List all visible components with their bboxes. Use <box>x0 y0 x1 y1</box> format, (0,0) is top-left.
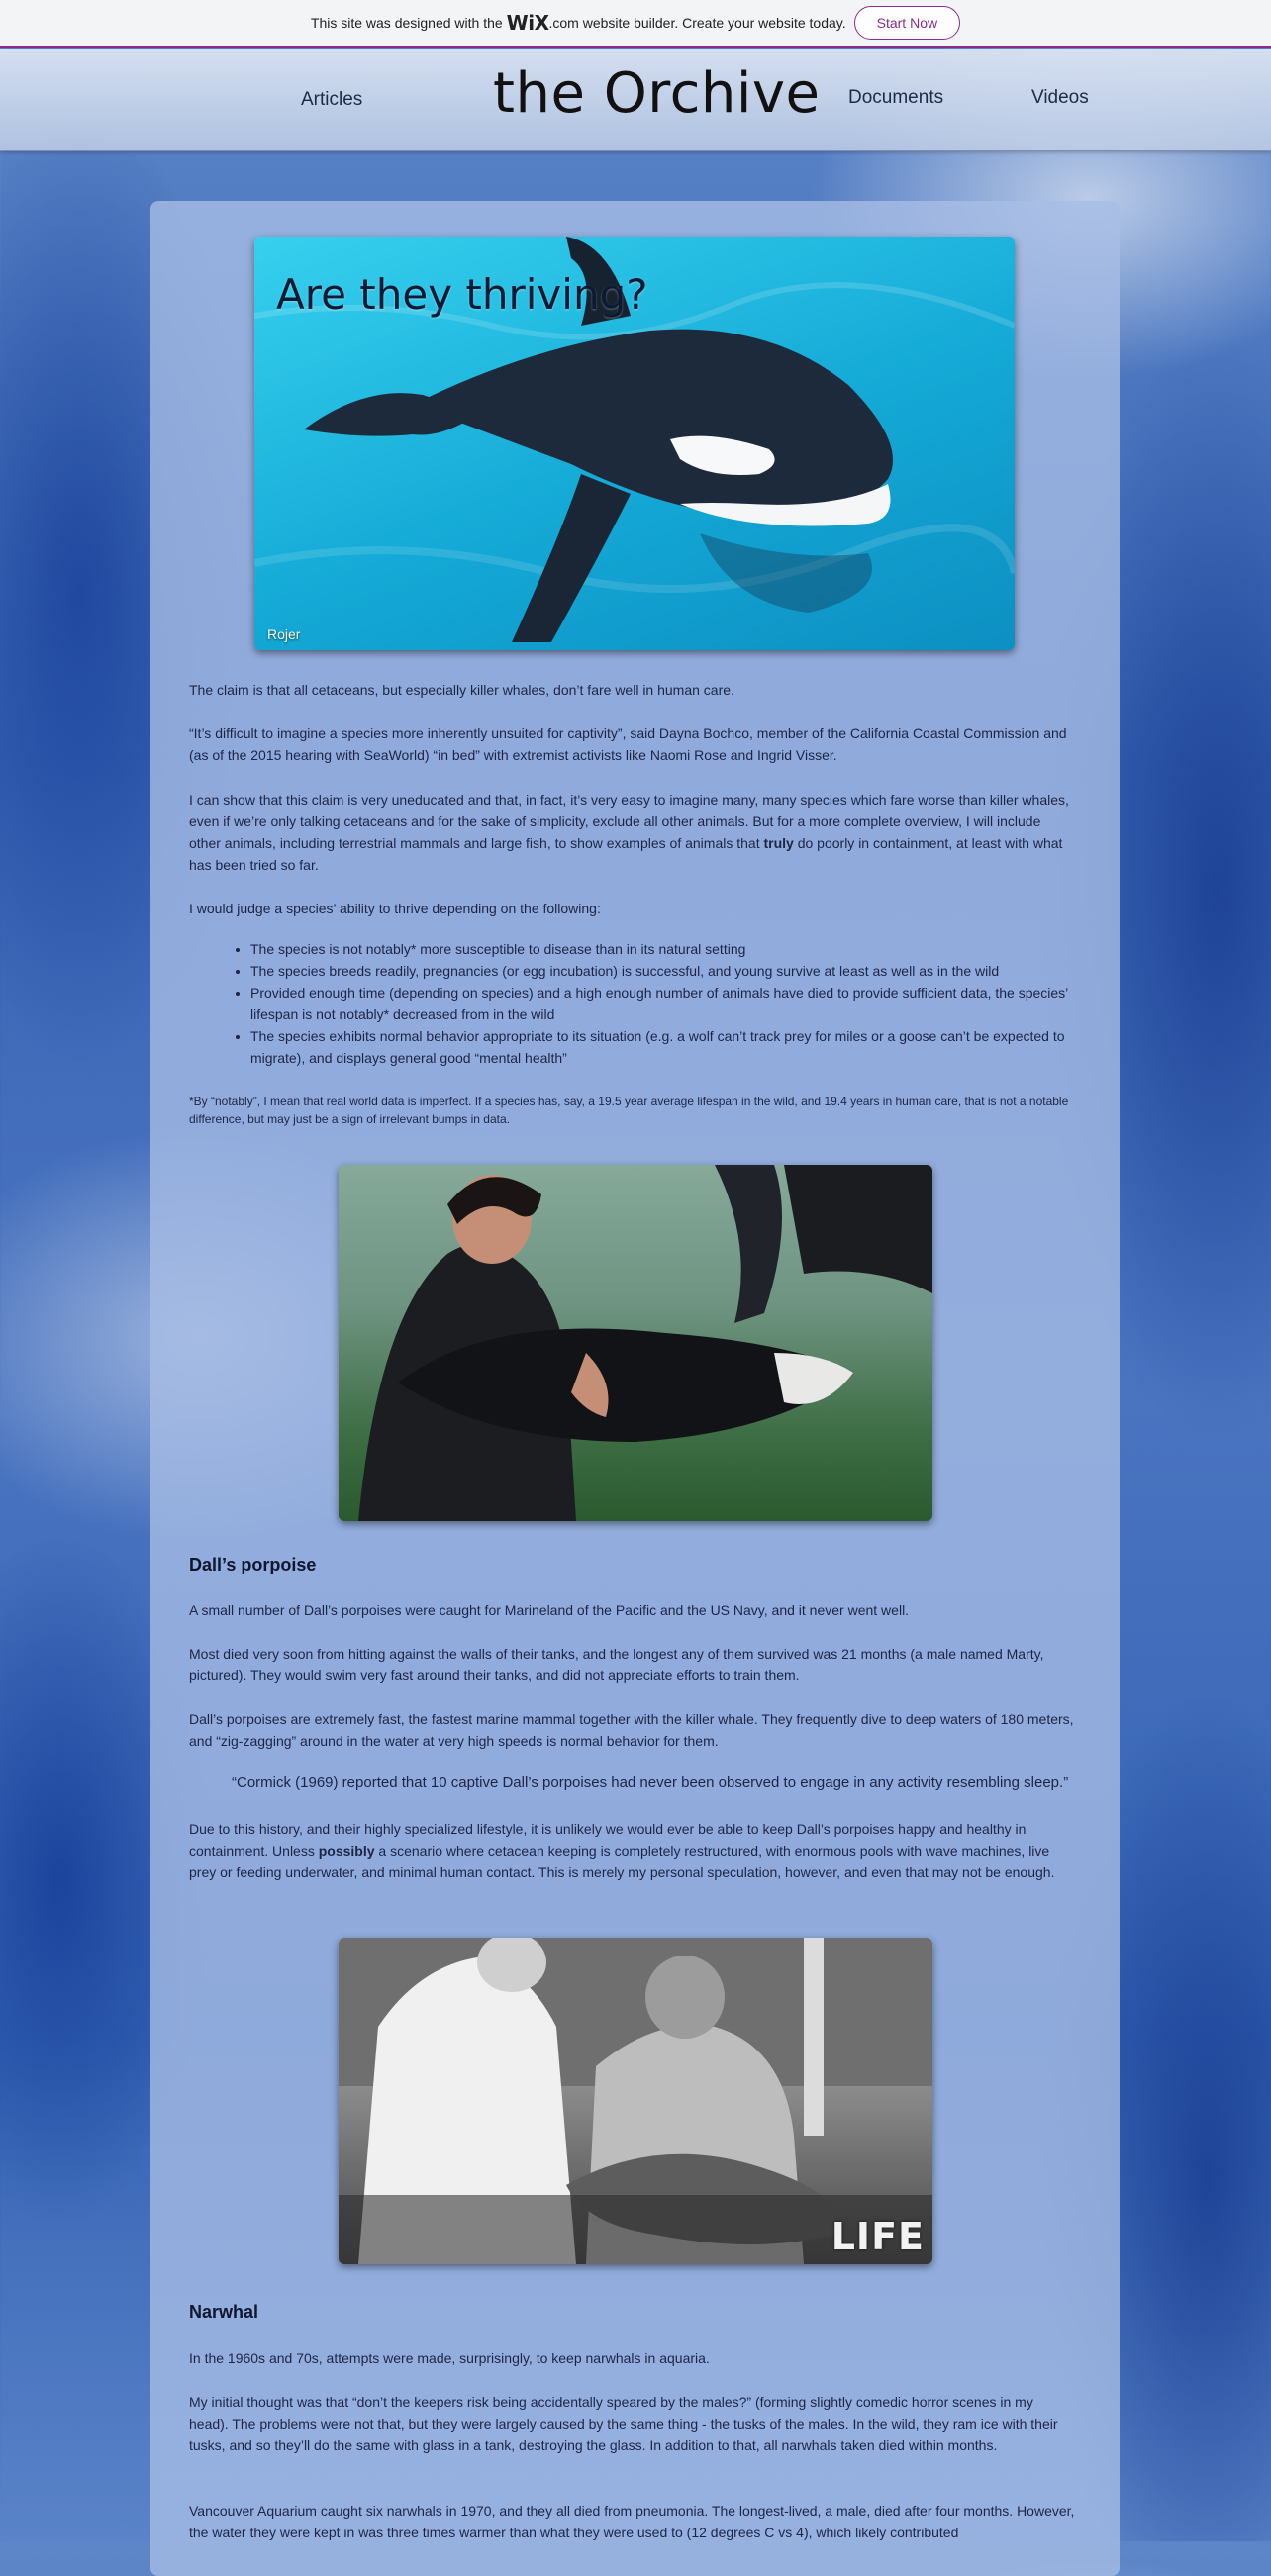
criteria-list <box>219 938 1112 1069</box>
wix-promo-suffix: .com website builder. Create your website today. <box>548 15 846 31</box>
dall-text-3: Dall’s porpoises are extremely fast, the fastest marine mammal together with the killer whale. They frequently dive to deep waters of 180 meters, and “zig-zagging” around in the water at very high speeds is normal behavior for them. <box>189 1711 1074 1749</box>
footnote-text: *By “notably”, I mean that real world data is imperfect. If a species has, say, a 19.5 year average lifespan in the wild, and 19.4 years in human care, that is not a notable difference, but may just be a sign of irrelevant bumps in data. <box>189 1095 1069 1126</box>
dall-paragraph-2 <box>189 1643 1075 1686</box>
wix-promo-prefix: This site was designed with the <box>310 15 503 31</box>
footnote <box>189 1093 1075 1128</box>
hero-title: Are they thriving? <box>276 270 648 319</box>
paragraph-criteria-intro <box>189 898 1075 919</box>
narwhal-heading: Narwhal <box>189 2302 259 2322</box>
dalls-porpoise-heading: Dall’s porpoise <box>189 1555 317 1574</box>
dall-text-2: Most died very soon from hitting against the walls of their tanks, and the longest any of them survived was 21 months (a male named Marty, pictured). They would swim very fast around their tanks, and did not appreciate efforts to train them. <box>189 1646 1044 1683</box>
paragraph-quote-bochco <box>189 722 1075 766</box>
woman-holding-porpoise-illustration <box>339 1165 932 1521</box>
nav-articles-link[interactable]: Articles <box>301 89 363 110</box>
hero-credit: Rojer <box>267 626 301 642</box>
narwhal-text-3: Vancouver Aquarium caught six narwhals in 1970, and they all died from pneumonia. The longest-lived, a male, died after four months. However, the water they were kept in was three times warmer than what they were used to (12 degrees C vs 4), which likely contributed <box>189 2503 1075 2540</box>
life-logo: LIFE <box>831 2215 925 2258</box>
narwhal-text-2: My initial thought was that “don’t the keepers risk being accidentally speared by the males?” (forming slightly comedic horror scenes in my head). The problems were not that, but they were largely caused by the same thing - the tusks of the males. In the wild, they ram ice with their tusks, and so they’ll do the same with glass in a tank, destroying the glass. In addition to that, all narwhals taken died within months. <box>189 2394 1058 2453</box>
narwhal-paragraph-2 <box>189 2391 1075 2456</box>
criteria-intro-text: I would judge a species’ ability to thrive depending on the following: <box>189 901 601 916</box>
dall-text-4-part1: Due to this history, and their highly specialized lifestyle, it is unlikely we would ever be able to keep Dall’s porpoises happy and healthy in containment. Unless <box>189 1821 1027 1859</box>
porpoise-photo-2 <box>339 1938 932 2264</box>
dall-paragraph-1 <box>189 1599 1075 1621</box>
nav-videos-link[interactable]: Videos <box>1031 87 1089 108</box>
list-item: • The species exhibits normal behavior appropriate to its situation (e.g. a wolf can’t track prey for miles or a goose can’t be expected to migrate), and displays general good “mental health” <box>250 1025 1112 1069</box>
paragraph-claim <box>189 679 1075 701</box>
rebuttal-text <box>189 789 1075 876</box>
narwhal-paragraph-1 <box>189 2347 1075 2369</box>
site-header <box>0 49 1271 151</box>
narwhal-text-1: In the 1960s and 70s, attempts were made, surprisingly, to keep narwhals in aquaria. <box>189 2350 710 2366</box>
wix-promo-banner <box>0 0 1271 48</box>
hero-image <box>254 237 1015 650</box>
nav-documents-link[interactable]: Documents <box>848 87 944 108</box>
list-item: • The species breeds readily, pregnancies (or egg incubation) is successful, and young survive at least as well as in the wild <box>250 960 1112 982</box>
dall-text-1: A small number of Dall’s porpoises were caught for Marineland of the Pacific and the US Navy, and it never went well. <box>189 1602 910 1618</box>
site-title[interactable]: the Orchive <box>493 61 821 126</box>
list-item: • Provided enough time (depending on species) and a high enough number of animals have died to provide sufficient data, the species’ lifespan is not notably* decreased from in the wild <box>250 982 1112 1025</box>
rebuttal-bold: truly <box>763 835 794 851</box>
dall-text-4 <box>189 1818 1075 1883</box>
paragraph-rebuttal <box>189 789 1075 876</box>
cormick-quote: “Cormick (1969) reported that 10 captive Dall’s porpoises had never been observed to engage in any activity resembling sleep.” <box>232 1774 1069 1791</box>
dall-text-4-bold: possibly <box>318 1843 375 1859</box>
list-item: • The species is not notably* more susceptible to disease than in its natural setting <box>250 938 1112 960</box>
wix-promo-message <box>311 11 846 35</box>
wix-logo: WiX <box>506 11 549 35</box>
rebuttal-part1: I can show that this claim is very uneducated and that, in fact, it’s very easy to imagine many, many species which fare worse than killer whales, even if we’re only talking cetaceans and for the sake of simplicity, exclude all other animals. But for a more complete overview, I will include other animals, including terrestrial mammals and large fish, to show examples of animals that <box>189 792 1069 851</box>
claim-text: The claim is that all cetaceans, but especially killer whales, don’t fare well in human care. <box>189 682 734 698</box>
bochco-quote-text: “It’s difficult to imagine a species more inherently unsuited for captivity”, said Dayna Bochco, member of the California Coastal Commission and (as of the 2015 hearing with SeaWorld) “in bed” with extremist activists like Naomi Rose and Ingrid Visser. <box>189 725 1067 763</box>
porpoise-photo-1 <box>339 1165 932 1521</box>
dall-paragraph-3 <box>189 1708 1075 1752</box>
rebuttal-part2: do poorly in containment, at least with what has been tried so far. <box>189 835 1063 873</box>
dall-paragraph-4 <box>189 1818 1075 1883</box>
dall-text-4-part2: a scenario where cetacean keeping is completely restructured, with enormous pools with wave machines, live prey or feeding underwater, and minimal human contact. This is merely my personal speculation, however, and even that may not be enough. <box>189 1843 1055 1880</box>
start-now-button[interactable]: Start Now <box>854 6 960 40</box>
narwhal-paragraph-3 <box>189 2500 1075 2543</box>
